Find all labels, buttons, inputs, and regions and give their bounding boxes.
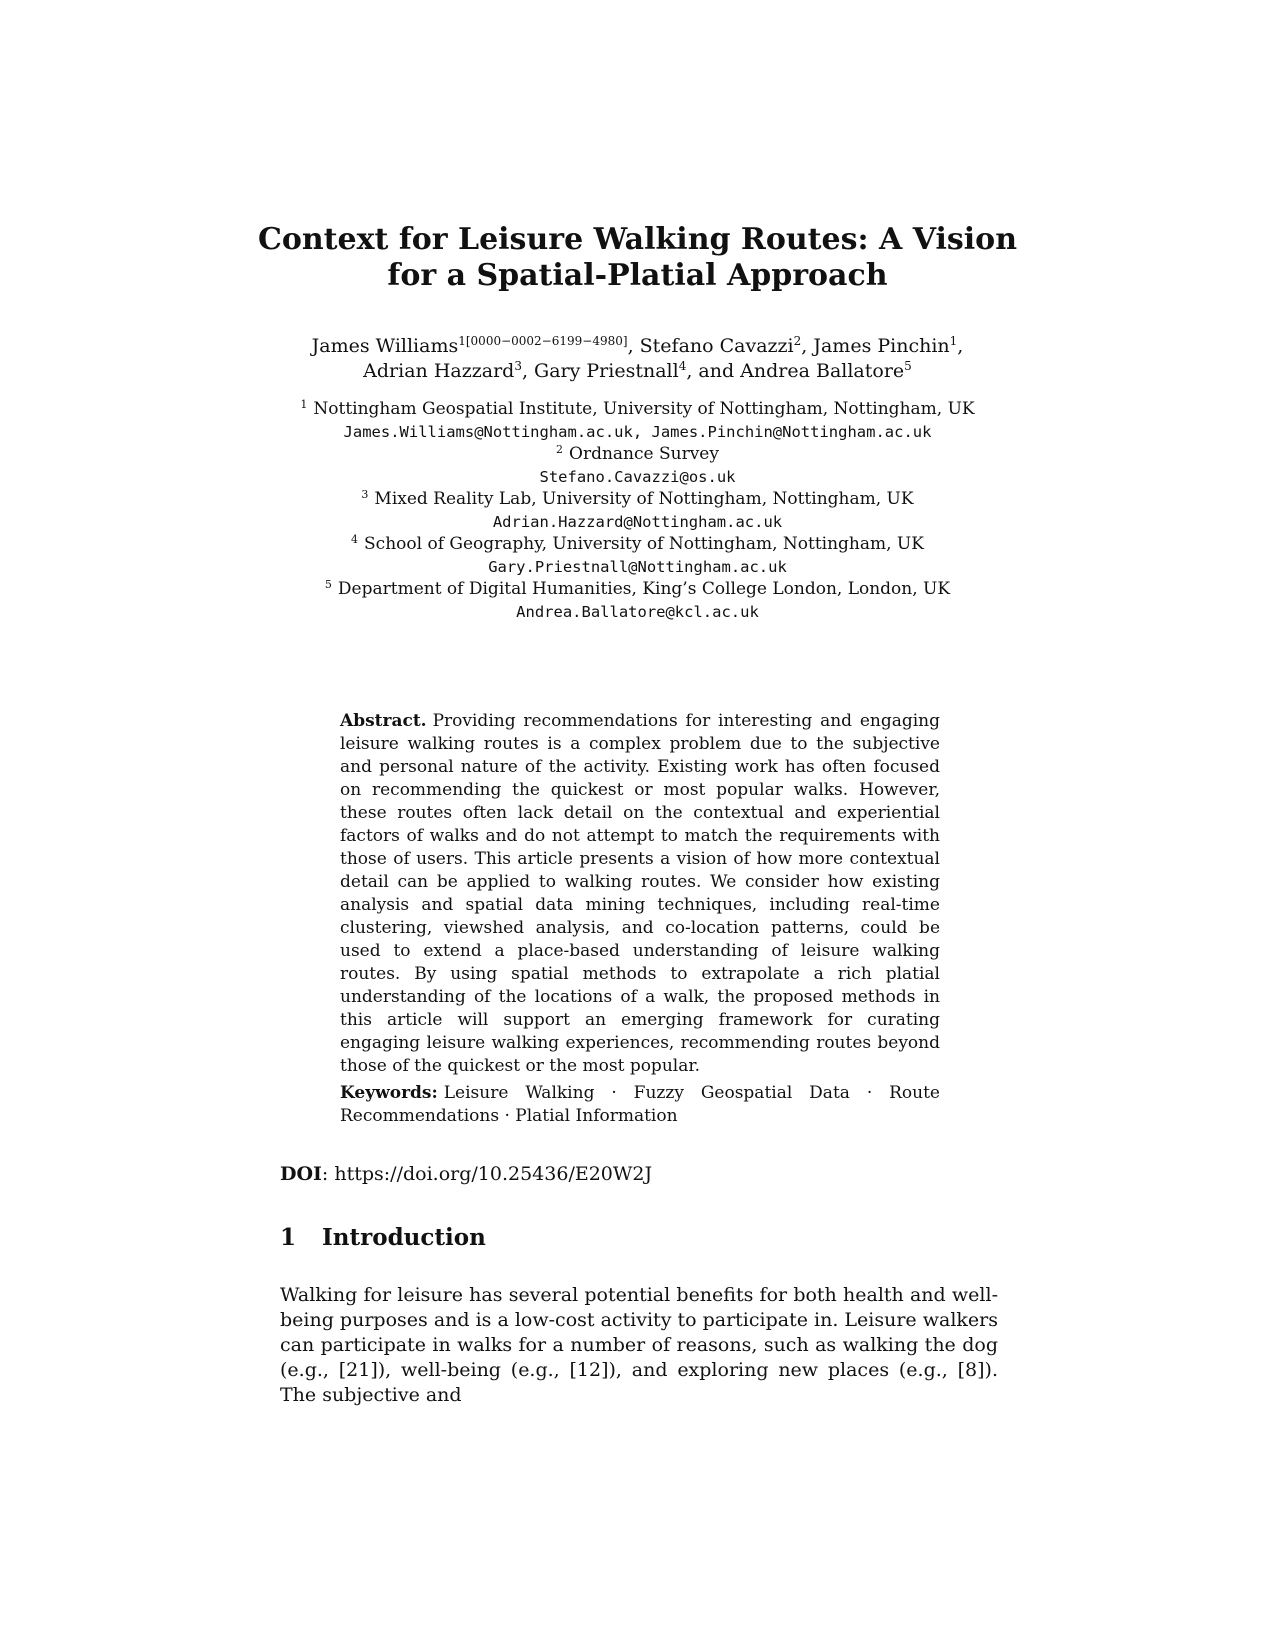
- affiliation-email: Gary.Priestnall@Nottingham.ac.uk: [488, 557, 787, 576]
- author-superscript: 3: [514, 359, 522, 373]
- author-superscript: 1: [949, 334, 958, 348]
- author-list: [0, 334, 1275, 384]
- doi-link[interactable]: : https://doi.org/10.25436/E20W2J: [321, 1163, 653, 1185]
- section-heading: [280, 1224, 486, 1252]
- author-name: , Gary Priestnall: [521, 360, 679, 382]
- affiliation-1: [0, 398, 1275, 421]
- author-separator: ,: [957, 335, 964, 357]
- title-line-1: Context for Leisure Walking Routes: A Vision: [257, 222, 1018, 257]
- affiliation-name: Department of Digital Humanities, King’s College London, London, UK: [337, 579, 951, 599]
- section-title: Introduction: [322, 1224, 486, 1251]
- author-superscript: 1[0000−0002−6199−4980]: [458, 334, 628, 348]
- affiliation-number: 3: [361, 488, 369, 501]
- affiliation-email: James.Williams@Nottingham.ac.uk, James.Pinchin@Nottingham.ac.uk: [343, 422, 932, 441]
- affiliation-email: Stefano.Cavazzi@os.uk: [539, 467, 736, 486]
- affiliation-number: 5: [324, 578, 332, 591]
- author-name: , and Andrea Ballatore: [686, 360, 905, 382]
- affiliation-number: 2: [556, 443, 564, 456]
- affiliation-4: [0, 533, 1275, 556]
- affiliation-name: Ordnance Survey: [569, 444, 719, 464]
- author-superscript: 2: [793, 334, 802, 348]
- abstract: [340, 710, 940, 1078]
- title-line-2: for a Spatial-Platial Approach: [387, 258, 888, 293]
- doi-line: [280, 1162, 652, 1186]
- author-line-2: [0, 359, 1275, 384]
- affiliation-2: [0, 443, 1275, 466]
- doi-label: DOI: [280, 1163, 322, 1185]
- affiliation-name: School of Geography, University of Nottingham, Nottingham, UK: [364, 534, 924, 554]
- author-superscript: 5: [904, 359, 912, 373]
- affiliation-5: [0, 578, 1275, 601]
- affiliation-email: Adrian.Hazzard@Nottingham.ac.uk: [492, 512, 783, 531]
- affiliation-name: Nottingham Geospatial Institute, University of Nottingham, Nottingham, UK: [313, 399, 975, 419]
- affiliation-email: Andrea.Ballatore@kcl.ac.uk: [516, 602, 759, 621]
- intro-paragraph: Walking for leisure has several potential benefits for both health and well-being purposes and is a low-cost activity to participate in. Leisure walkers can participate in walks for a number of reasons, such as walking the dog (e.g., [21]), well-being (e.g., [12]), and exploring new places (e.g., [8]). The subjective and: [280, 1284, 998, 1406]
- affiliation-name: Mixed Reality Lab, University of Nottingham, Nottingham, UK: [374, 489, 914, 509]
- author-superscript: 4: [678, 359, 687, 373]
- affiliation-list: [0, 398, 1275, 623]
- author-name: James Williams: [311, 335, 459, 357]
- abstract-label: Abstract.: [340, 711, 427, 731]
- abstract-text: Providing recommendations for interesting and engaging leisure walking routes is a complex problem due to the subjective and personal nature of the activity. Existing work has often focused on recommending the quickest or most popular walks. However, these routes often lack detail on the contextual and experiential factors of walks and do not attempt to match the requirements with those of users. This article presents a vision of how more contextual detail can be applied to walking routes. We consider how existing analysis and spatial data mining techniques, including real-time clustering, viewshed analysis, and co-location patterns, could be used to extend a place-based understanding of leisure walking routes. By using spatial methods to extrapolate a rich platial understanding of the locations of a walk, the proposed methods in this article will support an emerging framework for curating engaging leisure walking experiences, recommending routes beyond those of the quickest or the most popular.: [340, 711, 940, 1076]
- keywords-label: Keywords:: [340, 1083, 438, 1103]
- affiliation-3: [0, 488, 1275, 511]
- author-line-1: [0, 334, 1275, 359]
- section-number: 1: [280, 1224, 297, 1251]
- author-name: , James Pinchin: [801, 335, 950, 357]
- affiliation-number: 1: [300, 398, 308, 411]
- author-name: , Stefano Cavazzi: [627, 335, 794, 357]
- author-name: Adrian Hazzard: [363, 360, 515, 382]
- paper-title: [0, 222, 1275, 294]
- keywords: [340, 1082, 940, 1128]
- keywords-text: Leisure Walking · Fuzzy Geospatial Data · Route Recommendations · Platial Information: [340, 1083, 940, 1126]
- affiliation-number: 4: [351, 533, 359, 546]
